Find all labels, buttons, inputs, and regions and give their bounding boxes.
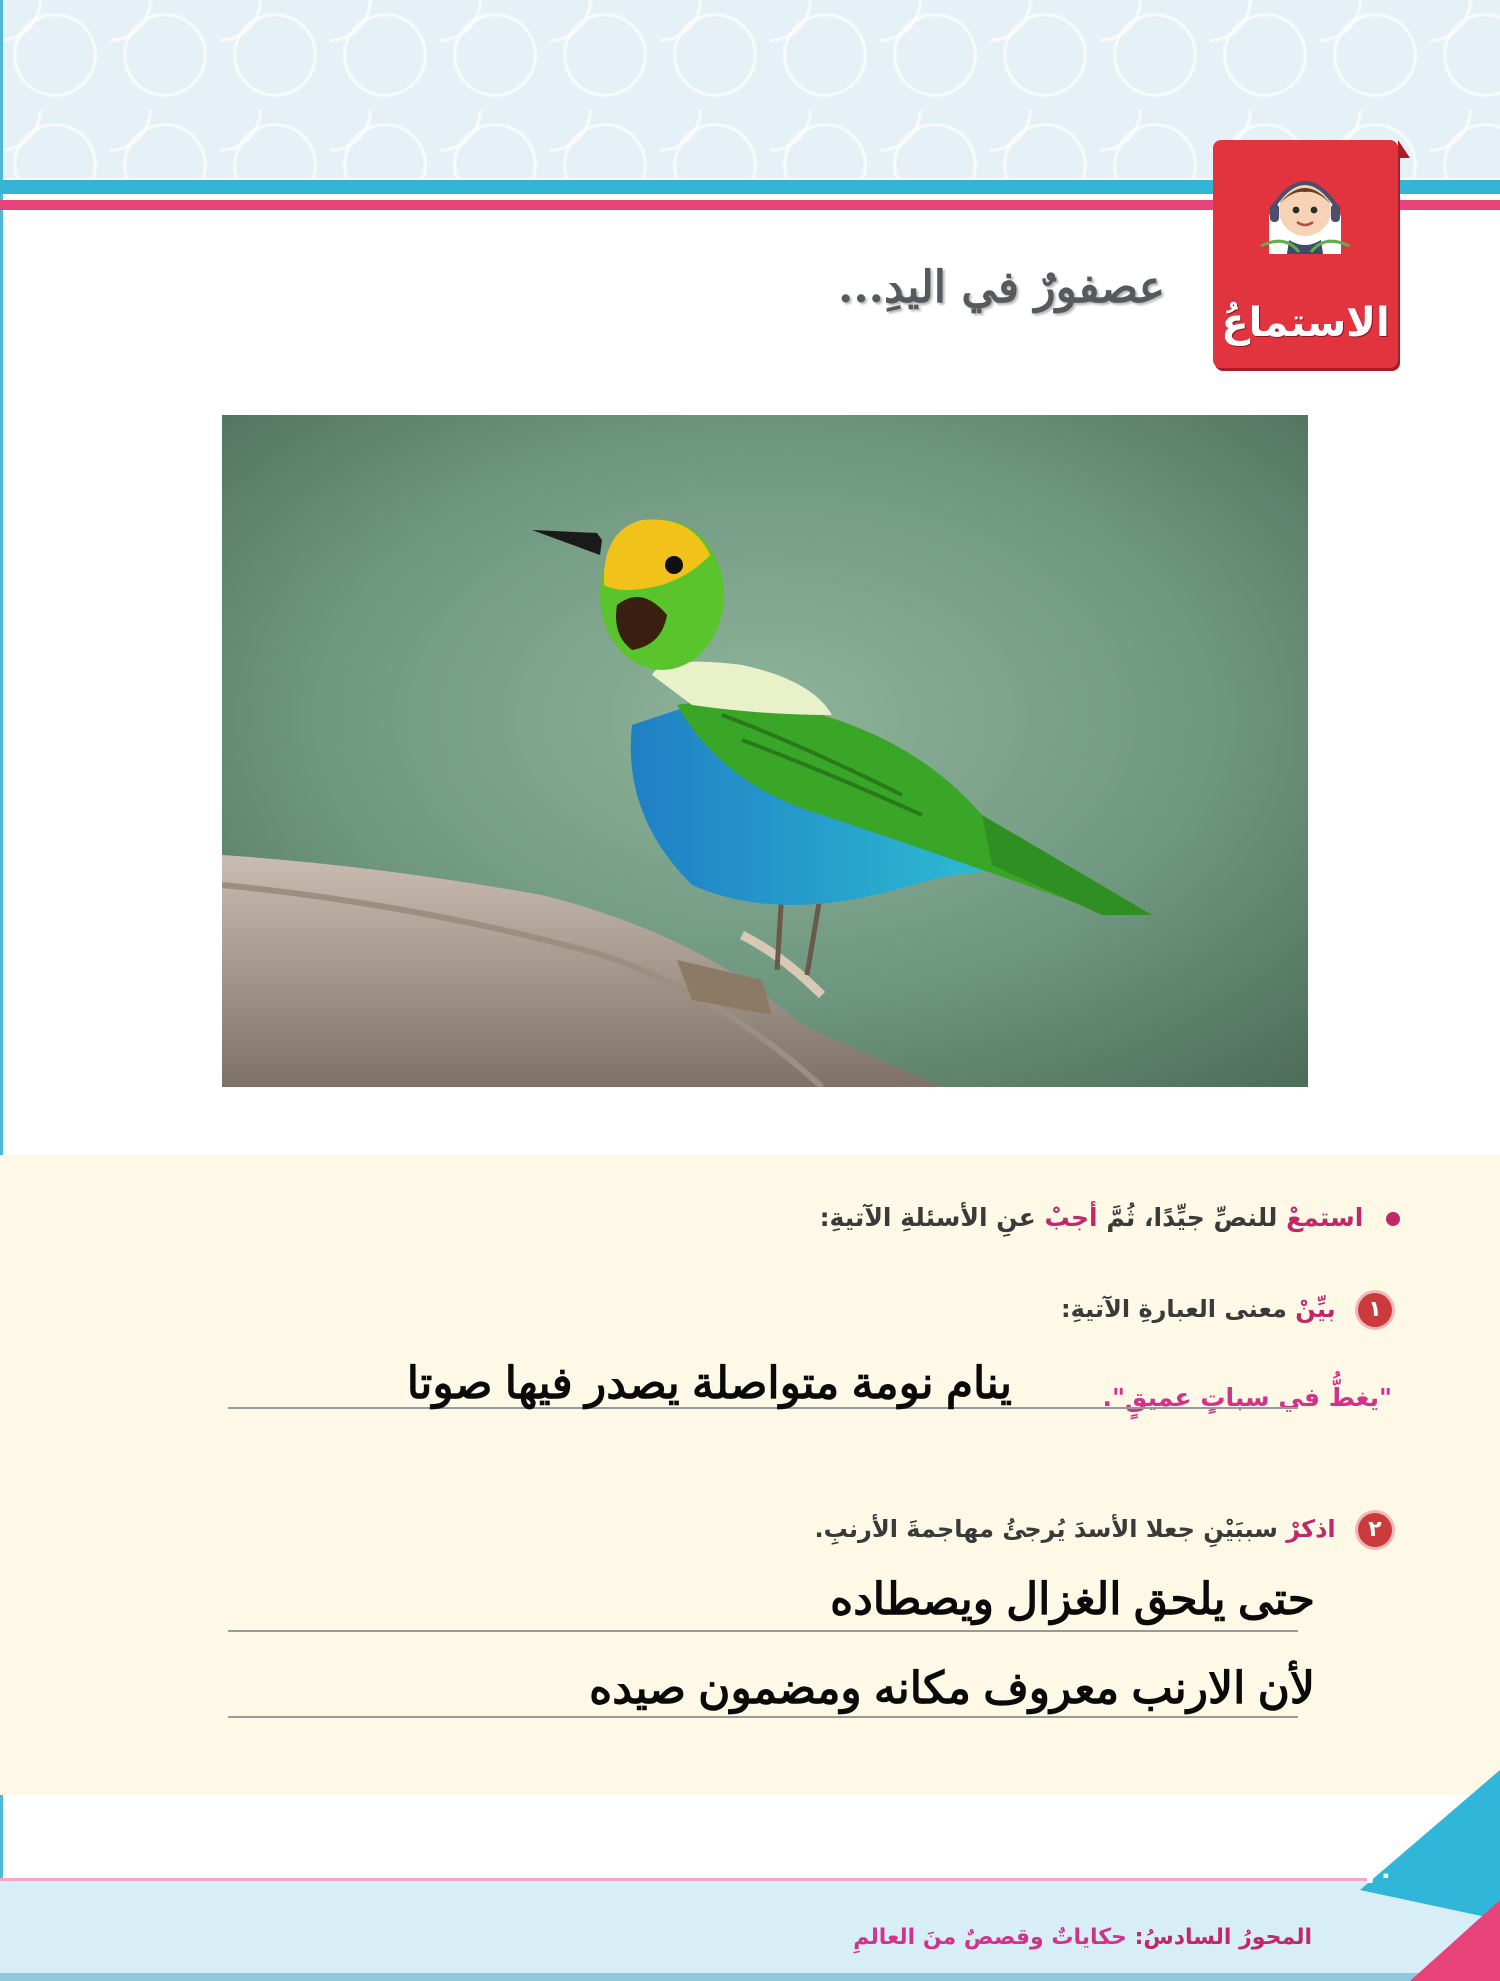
bullet-icon (1386, 1212, 1400, 1226)
question-1-verb: بيِّنْ (1295, 1295, 1336, 1323)
footer-bottom-strip (0, 1973, 1500, 1981)
answer-1[interactable]: ينام نومة متواصلة يصدر فيها صوتا (406, 1359, 1012, 1408)
question-2 (815, 1513, 1393, 1547)
answer-2a[interactable]: حتى يلحق الغزال ويصطاده (830, 1575, 1315, 1624)
quote-text: "يغطُّ في سباتٍ عميقٍ". (1102, 1383, 1392, 1412)
answer-2b[interactable]: لأن الارنب معروف مكانه ومضمون صيده (589, 1664, 1315, 1713)
question-1-text: معنى العبارةِ الآتيةِ: (1061, 1295, 1287, 1323)
listening-girl-icon (1255, 158, 1355, 258)
instructions-verb-answer: أجبْ (1044, 1203, 1098, 1232)
page-number: ٧٠ (1362, 1860, 1394, 1890)
footer-axis-topic: حكاياتٌ وقصصٌ منَ العالمِ (853, 1925, 1127, 1950)
instructions (820, 1203, 1400, 1232)
section-badge-label: الاستماعُ (1221, 300, 1390, 346)
answer-line (228, 1716, 1298, 1718)
question-number-badge: ١ (1358, 1293, 1392, 1327)
footer-pink-line (0, 1878, 1500, 1881)
answer-line (228, 1630, 1298, 1632)
question-2-verb: اذكرْ (1286, 1515, 1336, 1543)
instructions-middle: للنصِّ جيِّدًا، ثُمَّ (1097, 1203, 1278, 1232)
question-number-badge: ٢ (1358, 1513, 1392, 1547)
badge-fold (1398, 140, 1410, 158)
question-2-text: سببَيْنِ جعلا الأسدَ يُرجئُ مهاجمةَ الأرنبِ. (814, 1515, 1278, 1543)
page-corner-decoration (1300, 1770, 1500, 1981)
footer-separator: : (1126, 1925, 1144, 1950)
section-badge (1213, 140, 1398, 368)
instructions-end: عنِ الأسئلةِ الآتيةِ: (819, 1203, 1036, 1232)
question-1 (1061, 1293, 1392, 1327)
footer-caption (853, 1925, 1312, 1950)
lesson-title: عصفورٌ في اليدِ... (838, 262, 1165, 313)
instructions-verb-listen: استمعْ (1286, 1203, 1364, 1232)
bird-photo (222, 415, 1308, 1087)
footer-axis-label: المحورُ السادسُ (1143, 1925, 1312, 1950)
